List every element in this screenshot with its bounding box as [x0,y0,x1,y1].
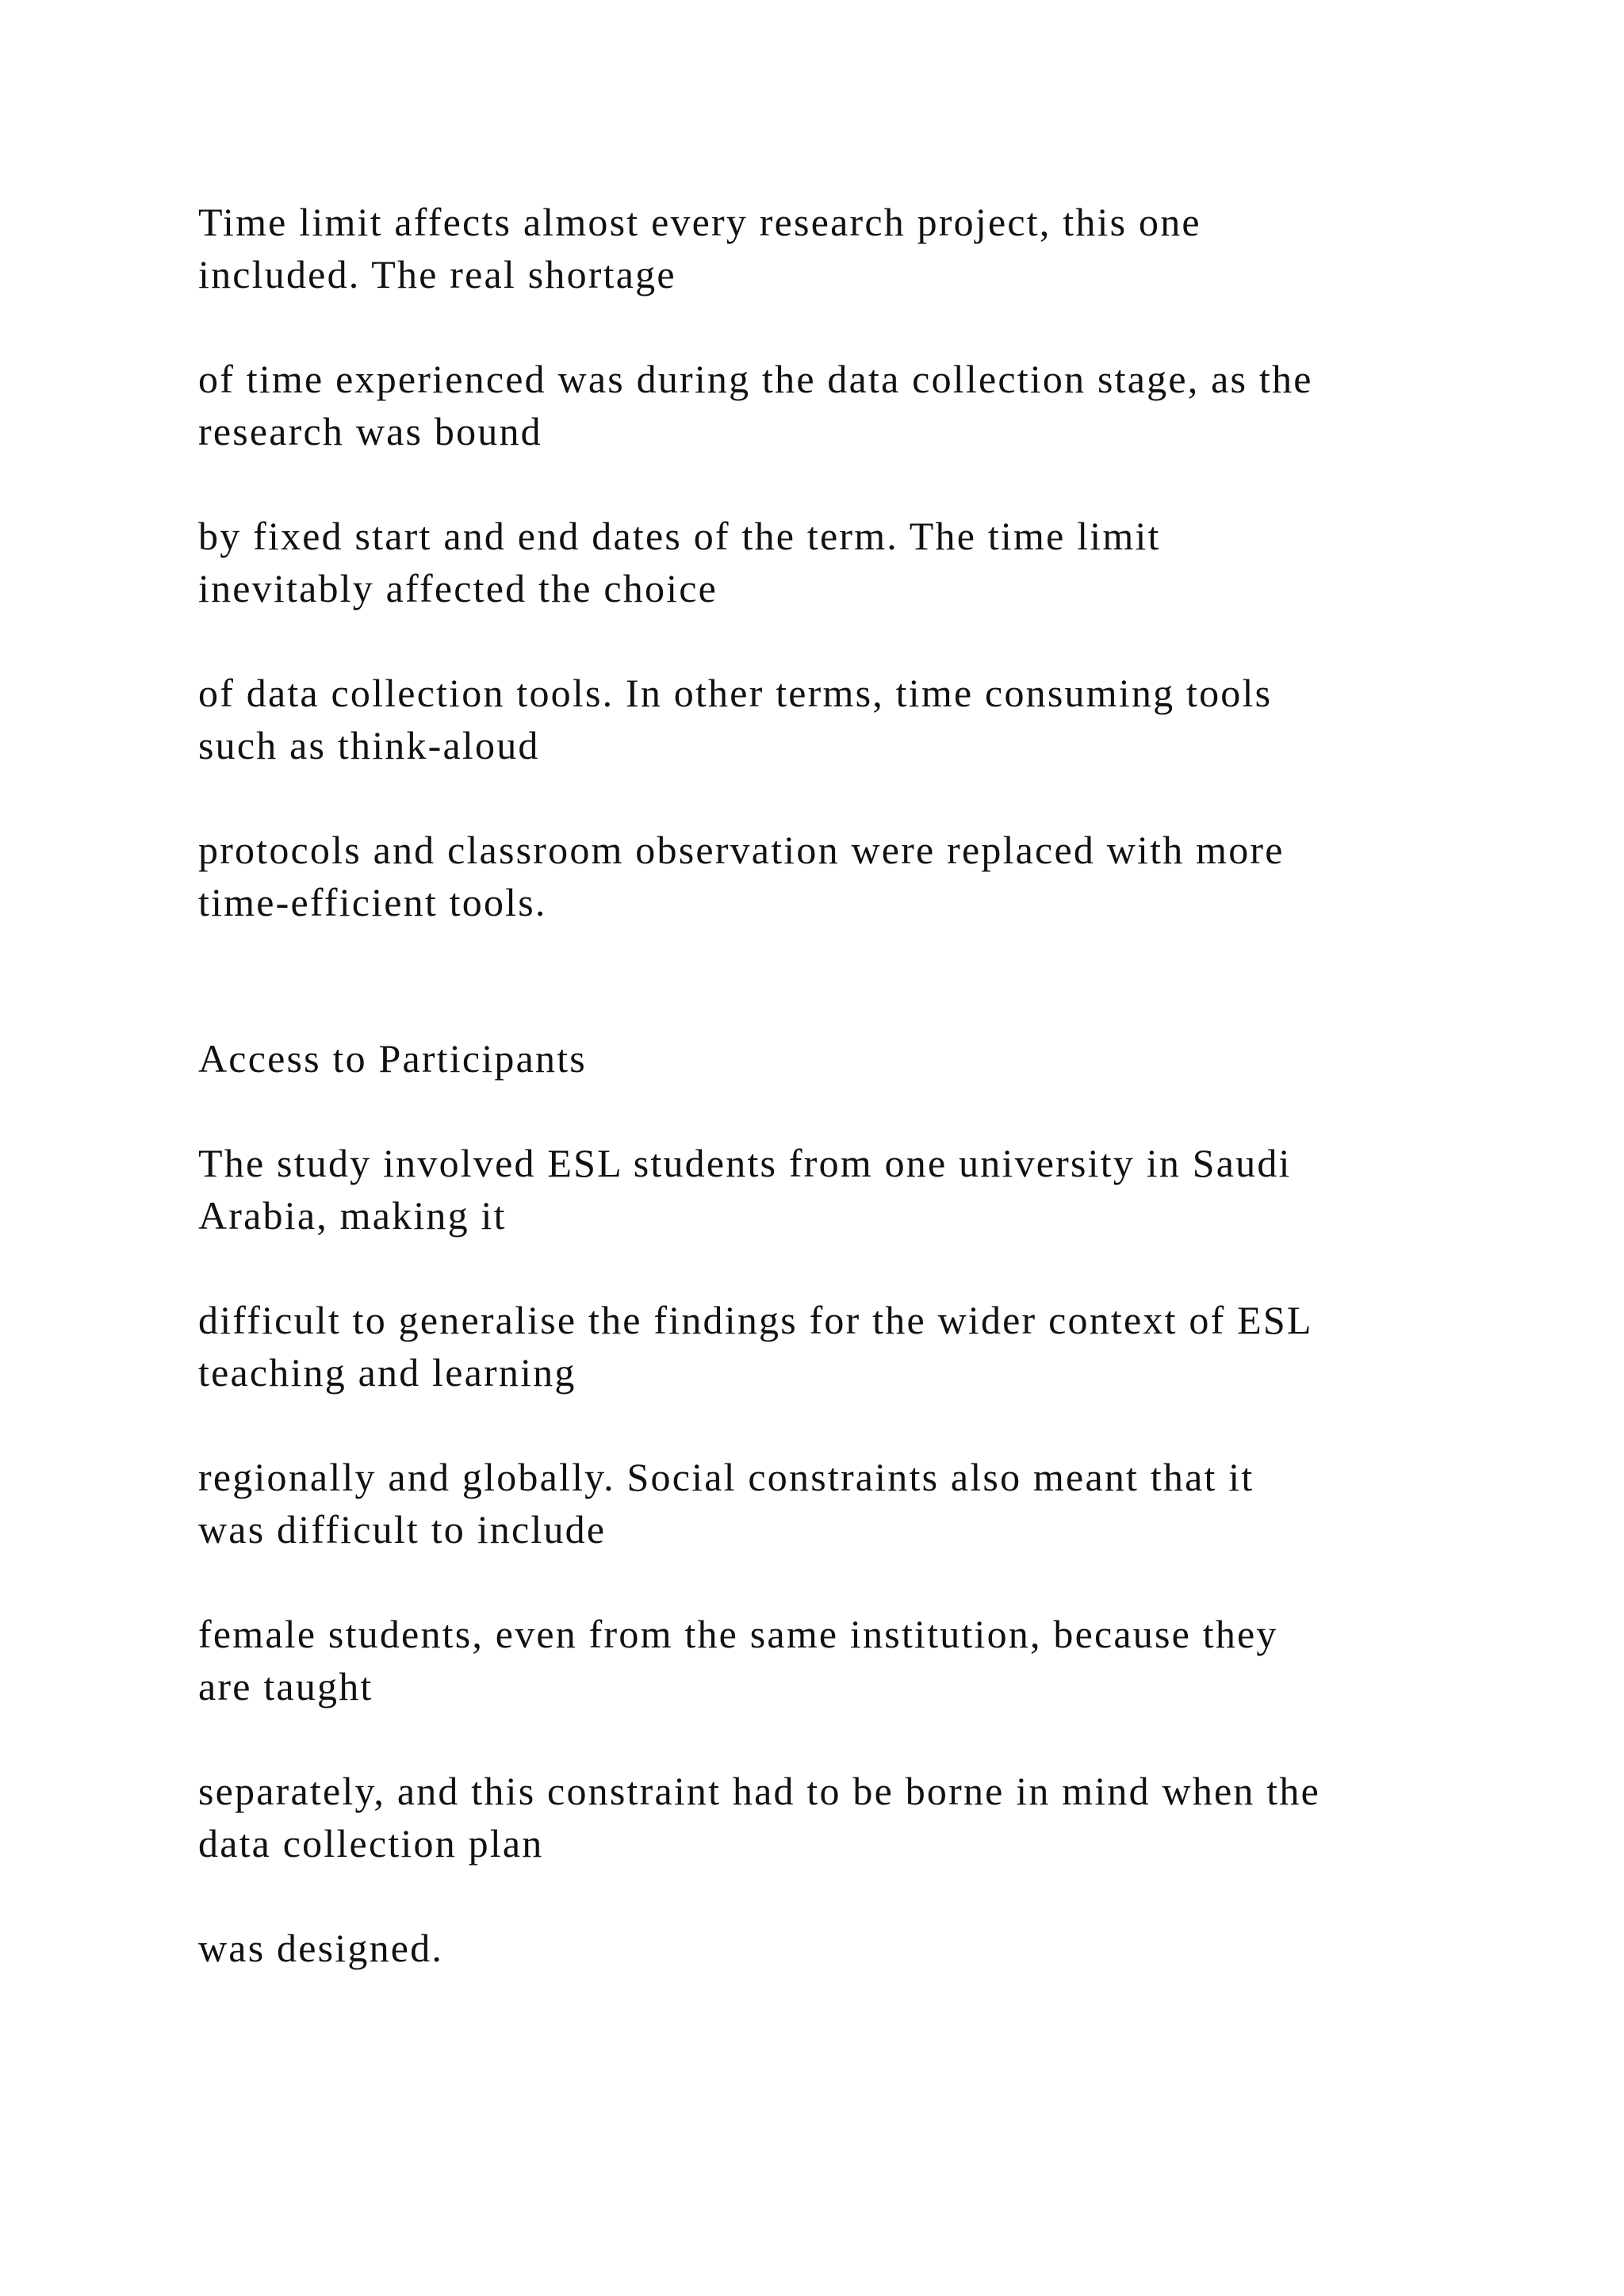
paragraph [198,196,1467,300]
text-line: time-efficient tools. [198,880,547,924]
paragraph [198,1137,1467,1242]
text-line: by fixed start and end dates of the term. The time limit [198,514,1161,558]
paragraph [198,1765,1467,1869]
text-line: separately, and this constraint had to be borne in mind when the [198,1769,1320,1813]
paragraph [198,667,1467,771]
paragraph [198,1922,1467,1974]
text-line: was difficult to include [198,1507,607,1552]
text-line: are taught [198,1664,373,1709]
text-line: Arabia, making it [198,1193,507,1238]
text-line: research was bound [198,409,542,453]
text-line: of data collection tools. In other terms, time consuming tools [198,671,1273,715]
paragraph [198,510,1467,614]
paragraph [198,1294,1467,1399]
paragraph [198,353,1467,457]
text-line: Time limit affects almost every research project, this one [198,200,1201,244]
text-line: of time experienced was during the data collection stage, as the [198,357,1313,401]
text-line: The study involved ESL students from one university in Saudi [198,1141,1292,1185]
text-line: data collection plan [198,1821,544,1866]
text-line: inevitably affected the choice [198,566,718,610]
paragraph [198,824,1467,928]
paragraph [198,1451,1467,1556]
text-line: protocols and classroom observation were replaced with more [198,828,1285,872]
text-line: was designed. [198,1926,444,1970]
paragraph [198,1608,1467,1712]
text-line: teaching and learning [198,1350,576,1395]
text-line: regionally and globally. Social constraints also meant that it [198,1455,1254,1499]
text-line: such as think-aloud [198,723,540,767]
text-line: female students, even from the same institution, because they [198,1612,1278,1656]
text-line: included. The real shortage [198,252,676,297]
text-line: difficult to generalise the findings for the wider context of ESL [198,1298,1313,1342]
section-heading: Access to Participants [198,1036,587,1081]
